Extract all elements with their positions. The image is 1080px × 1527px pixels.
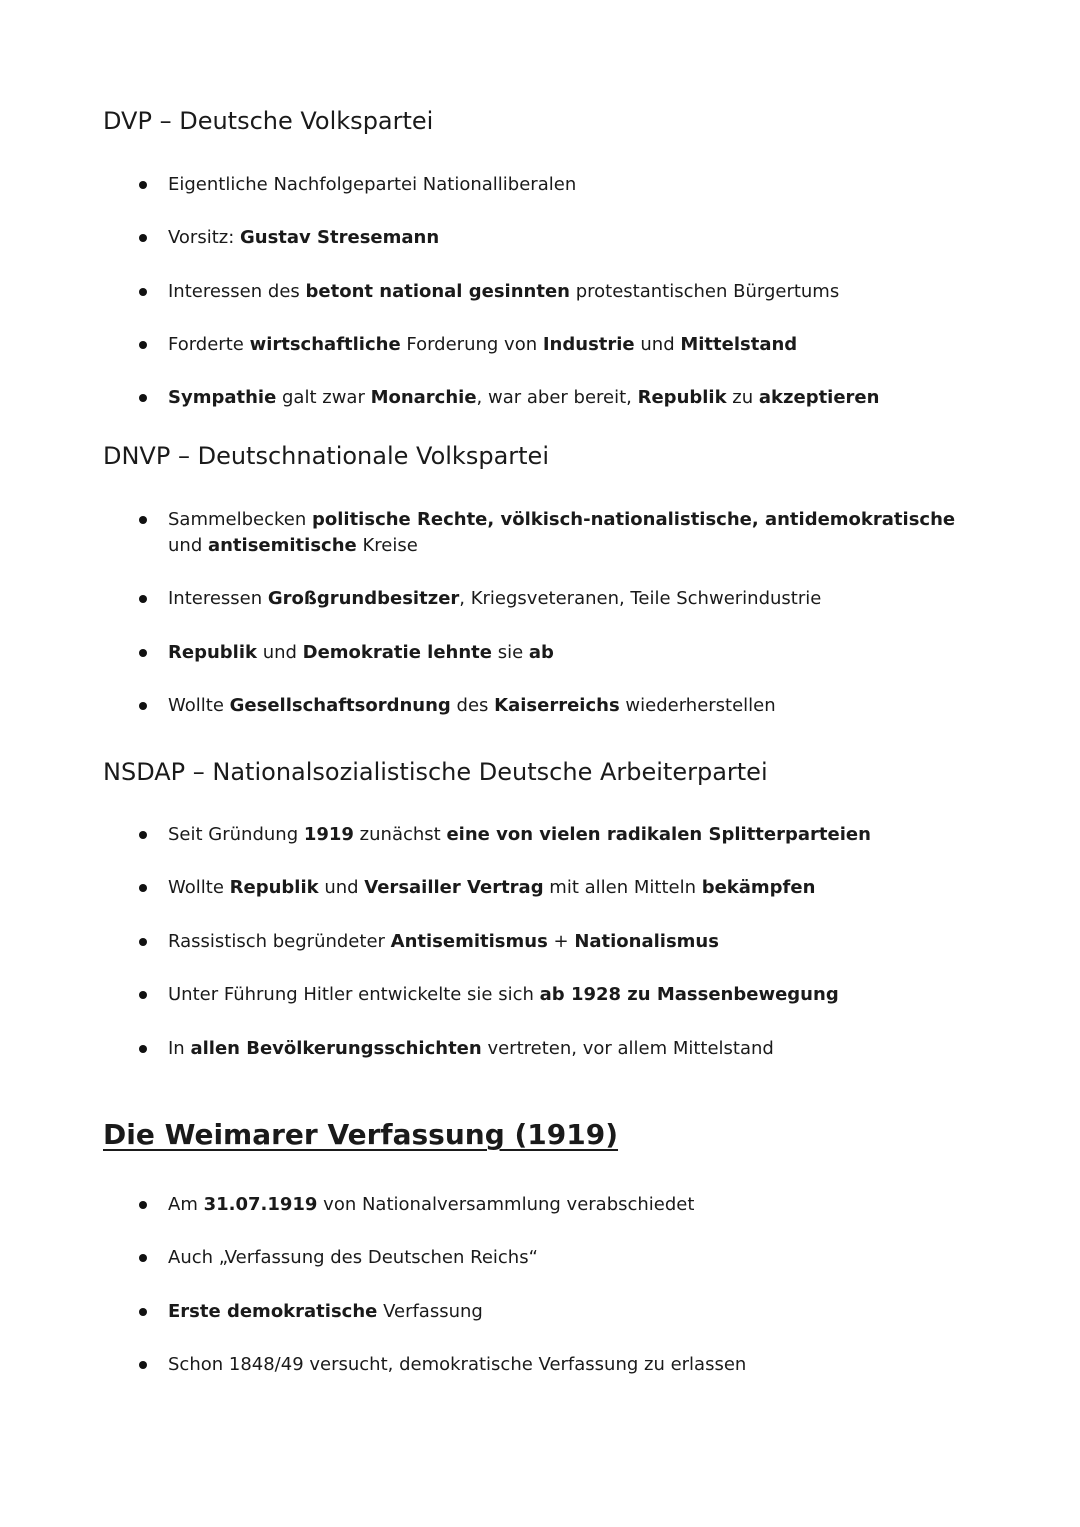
section-heading-dnvp: DNVP – Deutschnationale Volkspartei [103, 442, 549, 470]
list-item [168, 1352, 968, 1378]
text-run: wiederherstellen [619, 695, 776, 716]
bold-text-run: ab [528, 642, 554, 663]
text-run: Wollte [168, 695, 230, 716]
bold-text-run: Großgrundbesitzer [267, 588, 460, 609]
text-run: des [450, 695, 495, 716]
text-run: , Kriegsveteranen, Teile Schwerindustrie [459, 588, 822, 609]
bold-text-run: Industrie [542, 334, 635, 355]
text-run: und [634, 334, 681, 355]
bold-text-run: Erste demokratische [168, 1301, 378, 1322]
bold-text-run: Mittelstand [680, 334, 798, 355]
bold-text-run: antisemitische [207, 535, 357, 556]
text-run: Sammelbecken [168, 509, 312, 530]
list-item [168, 822, 968, 848]
bold-text-run: 31.07.1919 [203, 1194, 318, 1215]
text-run: Vorsitz: [168, 227, 240, 248]
list-item [168, 279, 968, 305]
list-item [168, 332, 968, 358]
text-run: protestantischen Bürgertums [569, 281, 840, 302]
bold-text-run: Demokratie lehnte [302, 642, 492, 663]
section-heading-nsdap: NSDAP – Nationalsozialistische Deutsche Arbeiterpartei [103, 758, 768, 786]
text-run: , war aber bereit, [476, 387, 638, 408]
text-run: Wollte [168, 877, 230, 898]
text-run: Am [168, 1194, 204, 1215]
text-run: Unter Führung Hitler entwickelte sie sich [168, 984, 540, 1005]
text-run: Rassistisch begründeter [168, 931, 391, 952]
text-run: und [168, 535, 208, 556]
text-run: und [318, 877, 365, 898]
text-run: zu [726, 387, 759, 408]
text-run: Interessen des [168, 281, 306, 302]
text-run: von Nationalversammlung verabschiedet [317, 1194, 695, 1215]
text-run: Interessen [168, 588, 268, 609]
bold-text-run: allen Bevölkerungsschichten [190, 1038, 482, 1059]
bold-text-run: Gesellschaftsordnung [229, 695, 451, 716]
bold-text-run: bekämpfen [701, 877, 816, 898]
bold-text-run: Versailler Vertrag [364, 877, 544, 898]
bold-text-run: Kaiserreichs [494, 695, 620, 716]
list-item [168, 1192, 968, 1218]
list-item [168, 1299, 968, 1325]
list-item [168, 507, 968, 559]
section-heading-dvp: DVP – Deutsche Volkspartei [103, 107, 434, 135]
list-item [168, 172, 968, 198]
list-item [168, 982, 968, 1008]
list-item [168, 875, 968, 901]
list-item [168, 1245, 968, 1271]
list-item [168, 929, 968, 955]
text-run: und [256, 642, 303, 663]
text-run: galt zwar [276, 387, 371, 408]
bold-text-run: Republik [637, 387, 727, 408]
bold-text-run: 1919 [303, 824, 354, 845]
text-run: zunächst [353, 824, 447, 845]
bold-text-run: politische Rechte, völkisch-nationalistische, antidemokratische [311, 509, 956, 530]
bold-text-run: Nationalismus [574, 931, 719, 952]
text-run: + [547, 931, 575, 952]
bold-text-run: Republik [229, 877, 319, 898]
bold-text-run: akzeptieren [758, 387, 880, 408]
text-run: Eigentliche Nachfolgepartei Nationalliberalen [168, 174, 577, 195]
bold-text-run: eine von vielen radikalen Splitterparteien [446, 824, 871, 845]
bold-text-run: Antisemitismus [390, 931, 548, 952]
text-run: vertreten, vor allem Mittelstand [481, 1038, 774, 1059]
text-run: mit allen Mitteln [543, 877, 702, 898]
text-run: In [168, 1038, 191, 1059]
text-run: Forderung von [400, 334, 543, 355]
text-run: Schon 1848/49 versucht, demokratische Verfassung zu erlassen [168, 1354, 747, 1375]
bold-text-run: Republik [168, 642, 257, 663]
bold-text-run: ab 1928 zu Massenbewegung [539, 984, 839, 1005]
text-run: Kreise [356, 535, 418, 556]
list-item [168, 385, 968, 411]
main-heading-weimarer-verfassung: Die Weimarer Verfassung (1919) [103, 1118, 619, 1151]
text-run: Forderte [168, 334, 250, 355]
list-item [168, 586, 968, 612]
text-run: Auch „Verfassung des Deutschen Reichs“ [168, 1247, 538, 1268]
bold-text-run: betont national gesinnten [305, 281, 570, 302]
bold-text-run: wirtschaftliche [249, 334, 401, 355]
list-item [168, 693, 968, 719]
bold-text-run: Monarchie [370, 387, 477, 408]
text-run: Verfassung [377, 1301, 483, 1322]
list-item [168, 640, 968, 666]
bold-text-run: Gustav Stresemann [240, 227, 440, 248]
list-item [168, 225, 968, 251]
bold-text-run: Sympathie [168, 387, 277, 408]
list-item [168, 1036, 968, 1062]
text-run: sie [492, 642, 529, 663]
text-run: Seit Gründung [168, 824, 304, 845]
